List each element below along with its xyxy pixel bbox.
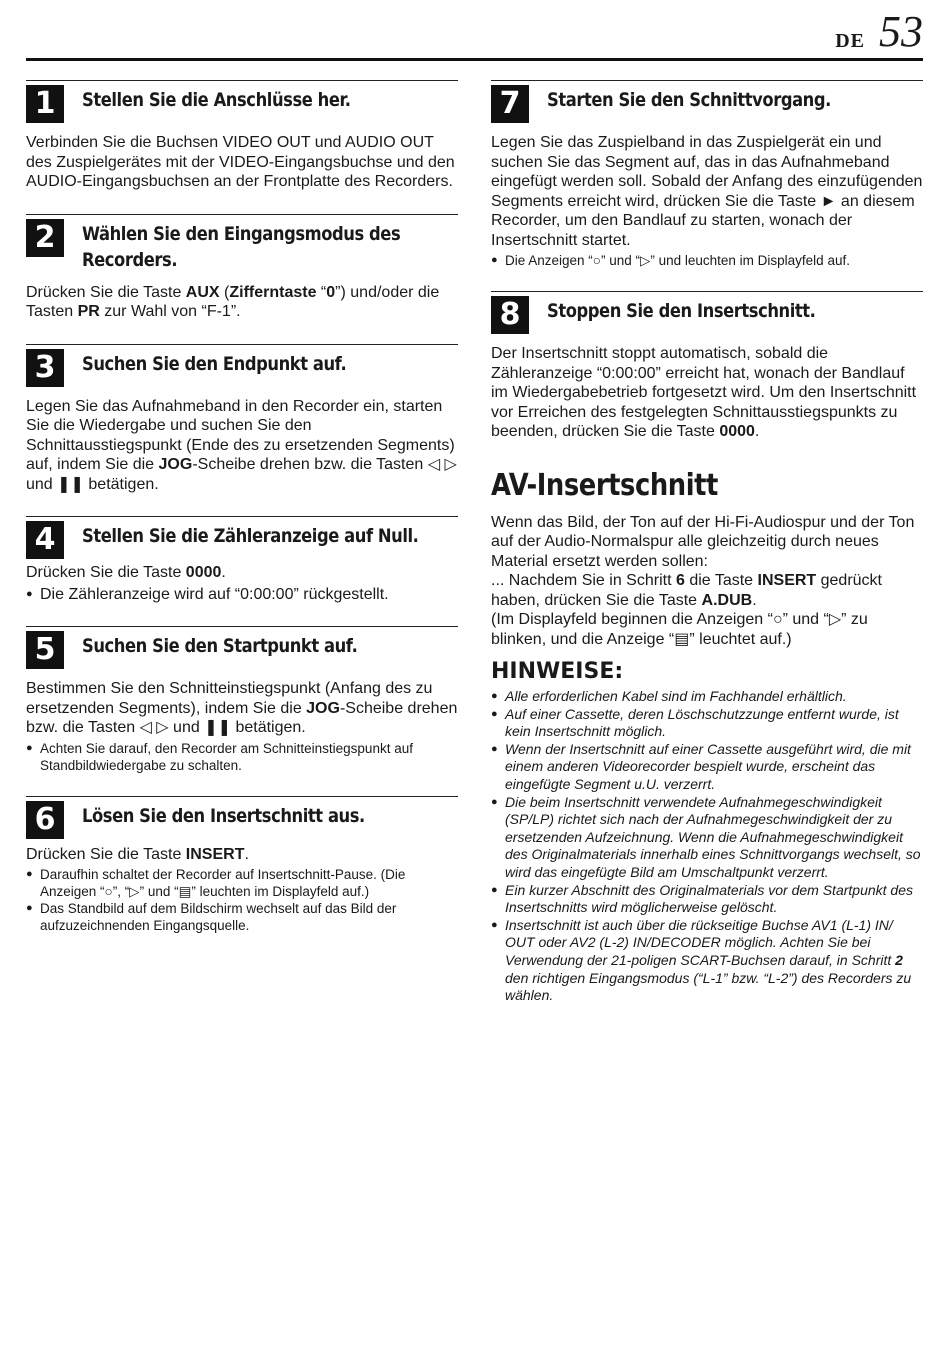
section-paren: (Im Displayfeld beginnen die Anzeigen “○” und “▷” zu blinken, und die Anzeige “▤” leuchtet auf.) <box>491 611 868 648</box>
step-notes <box>26 740 458 774</box>
step-number: 1 <box>26 85 64 123</box>
language-code: DE <box>835 30 865 52</box>
step-4-header <box>26 516 458 559</box>
step-7 <box>491 80 923 269</box>
step-title: Stellen Sie die Anschlüsse her. <box>82 89 351 111</box>
section-title: AV-Insertschnitt <box>491 467 718 503</box>
step-number: 6 <box>26 801 64 839</box>
step-text: Verbinden Sie die Buchsen VIDEO OUT und AUDIO OUT des Zuspielgerätes mit der VIDEO-Eingangsbuchse und den AUDIO-Eingangsbuchsen an der Frontplatte des Recorders. <box>26 134 455 190</box>
step-1 <box>26 80 458 192</box>
section-intro: Wenn das Bild, der Ton auf der Hi-Fi-Audiospur und der Ton auf der Audio-Normalspur alle gleichzeitig durch neues Material ersetzt werden sollen: <box>491 513 915 570</box>
step-title: Lösen Sie den Insertschnitt aus. <box>82 804 365 827</box>
note-item: ● Ein kurzer Abschnitt des Originalmaterials vor dem Startpunkt des Insertschnitts wird möglicherweise gelöscht. <box>491 882 923 917</box>
step-2 <box>26 214 458 322</box>
page-number: 53 <box>879 7 923 56</box>
step-number: 4 <box>26 521 64 559</box>
note-item: ● Auf einer Cassette, deren Löschschutzzunge entfernt wurde, ist kein Insertschnitt möglich. <box>491 706 923 741</box>
step-number: 2 <box>26 219 64 257</box>
step-number: 5 <box>26 631 64 669</box>
step-3-header <box>26 344 458 387</box>
step-number: 3 <box>26 349 64 387</box>
step-notes <box>491 252 923 269</box>
step-6-header <box>26 796 458 839</box>
step-number: 8 <box>491 296 529 334</box>
step-8 <box>491 291 923 442</box>
step-6 <box>26 796 458 935</box>
step-note: ● Die Zähleranzeige wird auf “0:00:00” rückgestellt. <box>26 585 458 605</box>
step-text: Drücken Sie die Taste AUX (Zifferntaste “0”) und/oder die Tasten PR zur Wahl von “F-1”. <box>26 283 440 320</box>
step-5-header <box>26 626 458 669</box>
section-instruction: ... Nachdem Sie in Schritt 6 die Taste INSERT gedrückt haben, drücken Sie die Taste A.DUB. <box>491 572 882 609</box>
step-note: ● Daraufhin schaltet der Recorder auf Insertschnitt-Pause. (Die Anzeigen “○”, “▷” und “▤” leuchten im Displayfeld auf.) <box>26 866 458 900</box>
step-title: Stoppen Sie den Insertschnitt. <box>547 300 816 322</box>
right-column <box>491 80 923 1005</box>
step-title: Wählen Sie den Eingangsmodus des Recorders. <box>82 222 401 271</box>
step-text: Bestimmen Sie den Schnitteinstiegspunkt (Anfang des zu ersetzenden Segments), indem Sie die JOG-Scheibe drehen bzw. die Tasten ◁ ▷ und ❚❚ betätigen. <box>26 680 458 736</box>
step-text: Drücken Sie die Taste INSERT. <box>26 845 249 863</box>
step-note: ● Achten Sie darauf, den Recorder am Schnitteinstiegspunkt auf Standbildwiedergabe zu schalten. <box>26 740 458 774</box>
step-4 <box>26 516 458 604</box>
note-item: ● Wenn der Insertschnitt auf einer Cassette ausgeführt wird, die mit einem anderen Videorecorder bespielt wurde, erscheint das eingefügte Segment u.U. verzerrt. <box>491 741 923 794</box>
step-8-header <box>491 291 923 334</box>
notes-title: HINWEISE: <box>491 659 624 684</box>
left-column <box>26 80 458 956</box>
step-title: Suchen Sie den Endpunkt auf. <box>82 352 347 375</box>
step-notes <box>26 585 458 605</box>
step-2-header <box>26 214 458 273</box>
step-notes <box>26 866 458 934</box>
notes-section <box>491 659 923 1005</box>
step-text: Legen Sie das Zuspielband in das Zuspielgerät ein und suchen Sie das Segment auf, das in das Aufnahmeband eingefügt werden soll. Sobald der Anfang des einzufügenden Segments erreicht wird, drücken Sie die Taste ► an diesem Recorder, um den Bandlauf zu starten, wonach der Insertschnitt startet. <box>491 134 923 249</box>
step-title: Stellen Sie die Zähleranzeige auf Null. <box>82 525 419 547</box>
step-title: Starten Sie den Schnittvorgang. <box>547 89 831 111</box>
note-item: ● Insertschnitt ist auch über die rückseitige Buchse AV1 (L-1) IN/ OUT oder AV2 (L-2) IN/DECODER möglich. Achten Sie bei Verwendung der 21-poligen SCART-Buchsen darauf, in Schritt 2 den richtigen Eingangsmodus (“L-1” bzw. “L-2”) des Recorders zu wählen. <box>491 917 923 1005</box>
step-number: 7 <box>491 85 529 123</box>
step-title: Suchen Sie den Startpunkt auf. <box>82 635 358 657</box>
note-item: ● Die beim Insertschnitt verwendete Aufnahmegeschwindigkeit (SP/LP) richtet sich nach der Aufnahmegeschwindigkeit der zu ersetzenden Aufzeichnung. Wenn die Aufnahmegeschwindigkeit des Originalmaterials innerhalb eines Schnittvorgangs wechselt, so wird das eingefügte Bild am Umschaltpunkt verzerrt. <box>491 794 923 882</box>
note-item: ● Alle erforderlichen Kabel sind im Fachhandel erhältlich. <box>491 688 923 706</box>
step-3 <box>26 344 458 495</box>
step-text: Legen Sie das Aufnahmeband in den Recorder ein, starten Sie die Wiedergabe und suchen Sie den Schnittausstiegspunkt (Ende des zu ersetzenden Segments) auf, indem Sie die JOG-Scheibe drehen bzw. die Tasten ◁ ▷ und ❚❚ betätigen. <box>26 397 457 493</box>
step-5 <box>26 626 458 774</box>
av-insert-section <box>491 468 923 650</box>
step-1-header <box>26 80 458 123</box>
step-7-header <box>491 80 923 123</box>
page-header <box>26 0 923 61</box>
step-text: Drücken Sie die Taste 0000. <box>26 564 226 581</box>
step-note: ● Die Anzeigen “○” und “▷” und leuchten im Displayfeld auf. <box>491 252 923 269</box>
step-text: Der Insertschnitt stoppt automatisch, sobald die Zähleranzeige “0:00:00” erreicht hat, wonach der Bandlauf im Wiedergabebetrieb fortgesetzt wird. Um den Insertschnitt vor Erreichen des festgelegten Schnittausstiegspunkts zu beenden, drücken Sie die Taste 0000. <box>491 345 917 440</box>
step-note: ● Das Standbild auf dem Bildschirm wechselt auf das Bild der aufzuzeichnenden Eingangsquelle. <box>26 900 458 934</box>
